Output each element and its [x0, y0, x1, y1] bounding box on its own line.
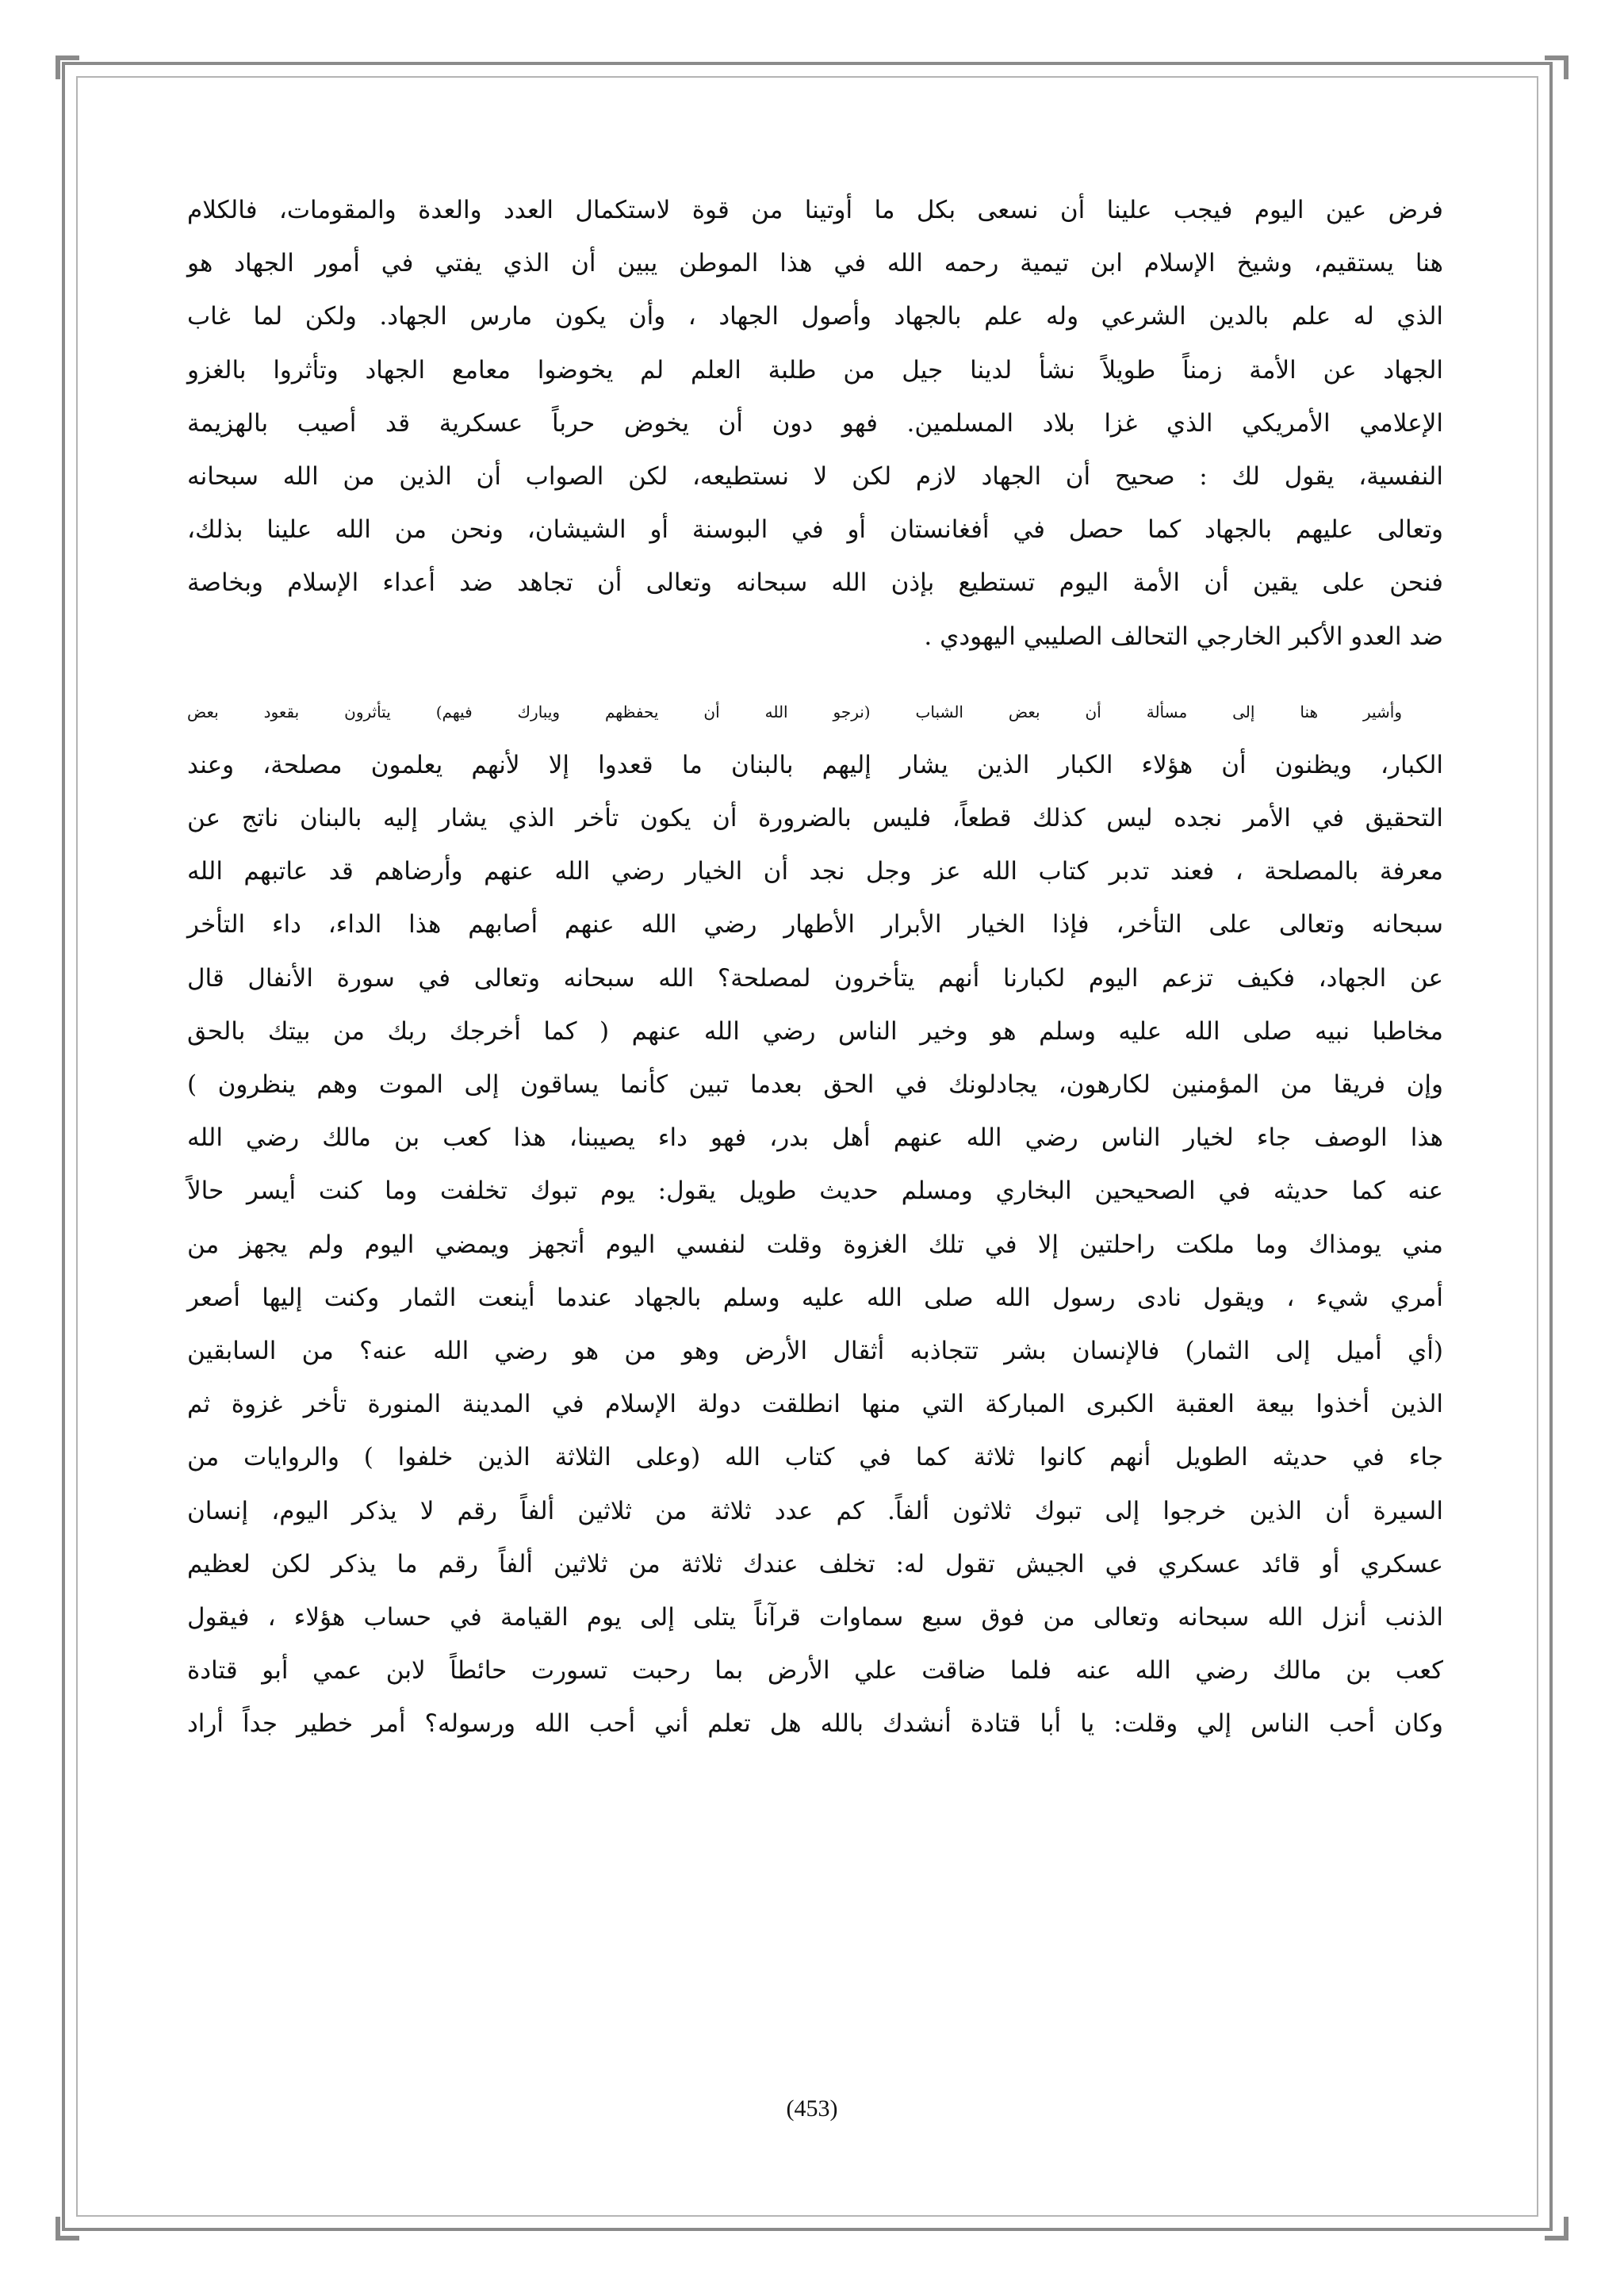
text-line: هذا الوصف جاء لخيار الناس رضي الله عنهم أهل بدر، فهو داء يصيبنا، هذا كعب بن مالك رضي الله	[187, 1123, 1443, 1153]
text-line: مني يومذاك وما ملكت راحلتين إلا في تلك الغزوة وقلت لنفسي اليوم أتجهز ويمضي اليوم ولم يجهز من	[187, 1230, 1443, 1259]
border-corner-bottom-right	[1545, 2217, 1568, 2241]
text-line: الإعلامي الأمريكي الذي غزا بلاد المسلمين. فهو دون أن يخوض حرباً عسكرية قد أصيب بالهزيمة	[187, 408, 1443, 438]
paragraph-1	[187, 184, 1443, 664]
text-line: عسكري أو قائد عسكري في الجيش تقول له: تخلف عندك ثلاثة من ثلاثين ألفاً رقم ما يذكر لكن لعظيم	[187, 1549, 1443, 1578]
border-corner-top-left	[56, 55, 79, 79]
text-line: عنه كما حديثه في الصحيحين البخاري ومسلم حديث طويل يقول: يوم تبوك تخلفت وما كنت أيسر حالاً	[187, 1177, 1443, 1206]
text-line: التحقيق في الأمر نجده ليس كذلك قطعاً، فليس بالضرورة أن يكون تأخر الذي يشار إليه بالبنان ناتج عن	[187, 804, 1443, 833]
text-line: النفسية، يقول لك : صحيح أن الجهاد لازم لكن لا نستطيعه، لكن الصواب أن الذين من الله سبحانه	[187, 461, 1443, 491]
text-line: سبحانه وتعالى على التأخر، فإذا الخيار الأبرار الأطهار رضي الله عنهم أصابهم هذا الداء، داء التأخر	[187, 910, 1443, 939]
paragraph-2	[187, 686, 1443, 1751]
text-line: الكبار، ويظنون أن هؤلاء الكبار الذين يشار إليهم بالبنان ما قعدوا إلا لأنهم يعلمون مصلحة، وعند	[187, 750, 1443, 779]
page-number: (453)	[786, 2095, 838, 2122]
text-line: هنا يستقيم، وشيخ الإسلام ابن تيمية رحمه الله في هذا الموطن يبين أن الذي يفتي في أمور الجهاد هو	[187, 249, 1443, 278]
text-line: الذنب أنزل الله سبحانه وتعالى من فوق سبع سماوات قرآناً يتلى إلى يوم القيامة في حساب هؤلاء ، فيقول	[187, 1602, 1443, 1632]
text-line: وكان أحب الناس إلي وقلت: يا أبا قتادة أنشدك بالله هل تعلم أني أحب الله ورسوله؟ أمر خطير جداً أراد	[187, 1709, 1443, 1739]
border-corner-top-right	[1545, 55, 1568, 79]
text-line: مخاطبا نبيه صلى الله عليه وسلم هو وخير الناس رضي الله عنهم ( كما أخرجك ربك من بيتك بالحق	[187, 1016, 1443, 1046]
text-line: فرض عين اليوم فيجب علينا أن نسعى بكل ما أوتينا من قوة لاستكمال العدد والعدة والمقومات، فالكلام	[187, 196, 1443, 224]
text-line: وإن فريقا من المؤمنين لكارهون، يجادلونك في الحق بعدما تبين كأنما يساقون إلى الموت وهم ينظرون )	[187, 1070, 1443, 1099]
text-line: عن الجهاد، فكيف تزعم اليوم لكبارنا أنهم يتأخرون لمصلحة؟ الله سبحانه وتعالى في سورة الأنفال قال	[187, 963, 1443, 993]
text-line: جاء في حديثه الطويل أنهم كانوا ثلاثة كما في كتاب الله (وعلى الثلاثة الذين خلفوا ) والروايات من	[187, 1443, 1443, 1472]
text-line: وأشير هنا إلى مسألة أن بعض الشباب (نرجو الله أن يحفظهم ويبارك فيهم) يتأثرون بقعود بعض	[187, 702, 1402, 721]
text-line: السيرة أن الذين خرجوا إلى تبوك ثلاثون ألفاً. كم عدد ثلاثة من ثلاثين ألفاً رقم لا يذكر اليوم، إنسان	[187, 1496, 1443, 1525]
text-line: وتعالى عليهم بالجهاد كما حصل في أفغانستان أو في البوسنة أو الشيشان، ونحن من الله علينا بذلك،	[187, 515, 1443, 545]
text-line: الذي له علم بالدين الشرعي وله علم بالجهاد وأصول الجهاد ، وأن يكون مارس الجهاد. ولكن لما غاب	[187, 302, 1443, 331]
text-line: الجهاد عن الأمة زمناً طويلاً نشأ لدينا جيل من طلبة العلم لم يخوضوا معامع الجهاد وتأثروا بالغزو	[187, 355, 1443, 385]
text-line: الذين أخذوا بيعة العقبة الكبرى المباركة التي منها انطلقت دولة الإسلام في المدينة المنورة تأخر غزوة ثم	[187, 1390, 1443, 1419]
text-line: كعب بن مالك رضي الله عنه فلما ضاقت علي الأرض بما رحبت تسورت حائطاً لابن عمي أبو قتادة	[187, 1656, 1443, 1686]
border-corner-bottom-left	[56, 2217, 79, 2241]
text-line: فنحن على يقين أن الأمة اليوم تستطيع بإذن الله سبحانه وتعالى أن تجاهد ضد أعداء الإسلام وبخاصة	[187, 568, 1443, 598]
text-line: (أي أميل إلى الثمار) فالإنسان بشر تتجاذبه أثقال الأرض وهو من هو رضي الله عنه؟ من السابقين	[187, 1336, 1443, 1365]
text-line: معرفة بالمصلحة ، فعند تدبر كتاب الله عز وجل نجد أن الخيار رضي الله عنهم وأرضاهم قد عاتبهم الله	[187, 857, 1443, 886]
text-line: ضد العدو الأكبر الخارجي التحالف الصليبي اليهودي .	[924, 622, 1443, 651]
text-line: أمري شيء ، ويقول نادى رسول الله صلى الله عليه وسلم بالجهاد عندما أينعت الثمار وكنت إليها أصعر	[187, 1283, 1443, 1312]
body-text	[187, 184, 1443, 1751]
